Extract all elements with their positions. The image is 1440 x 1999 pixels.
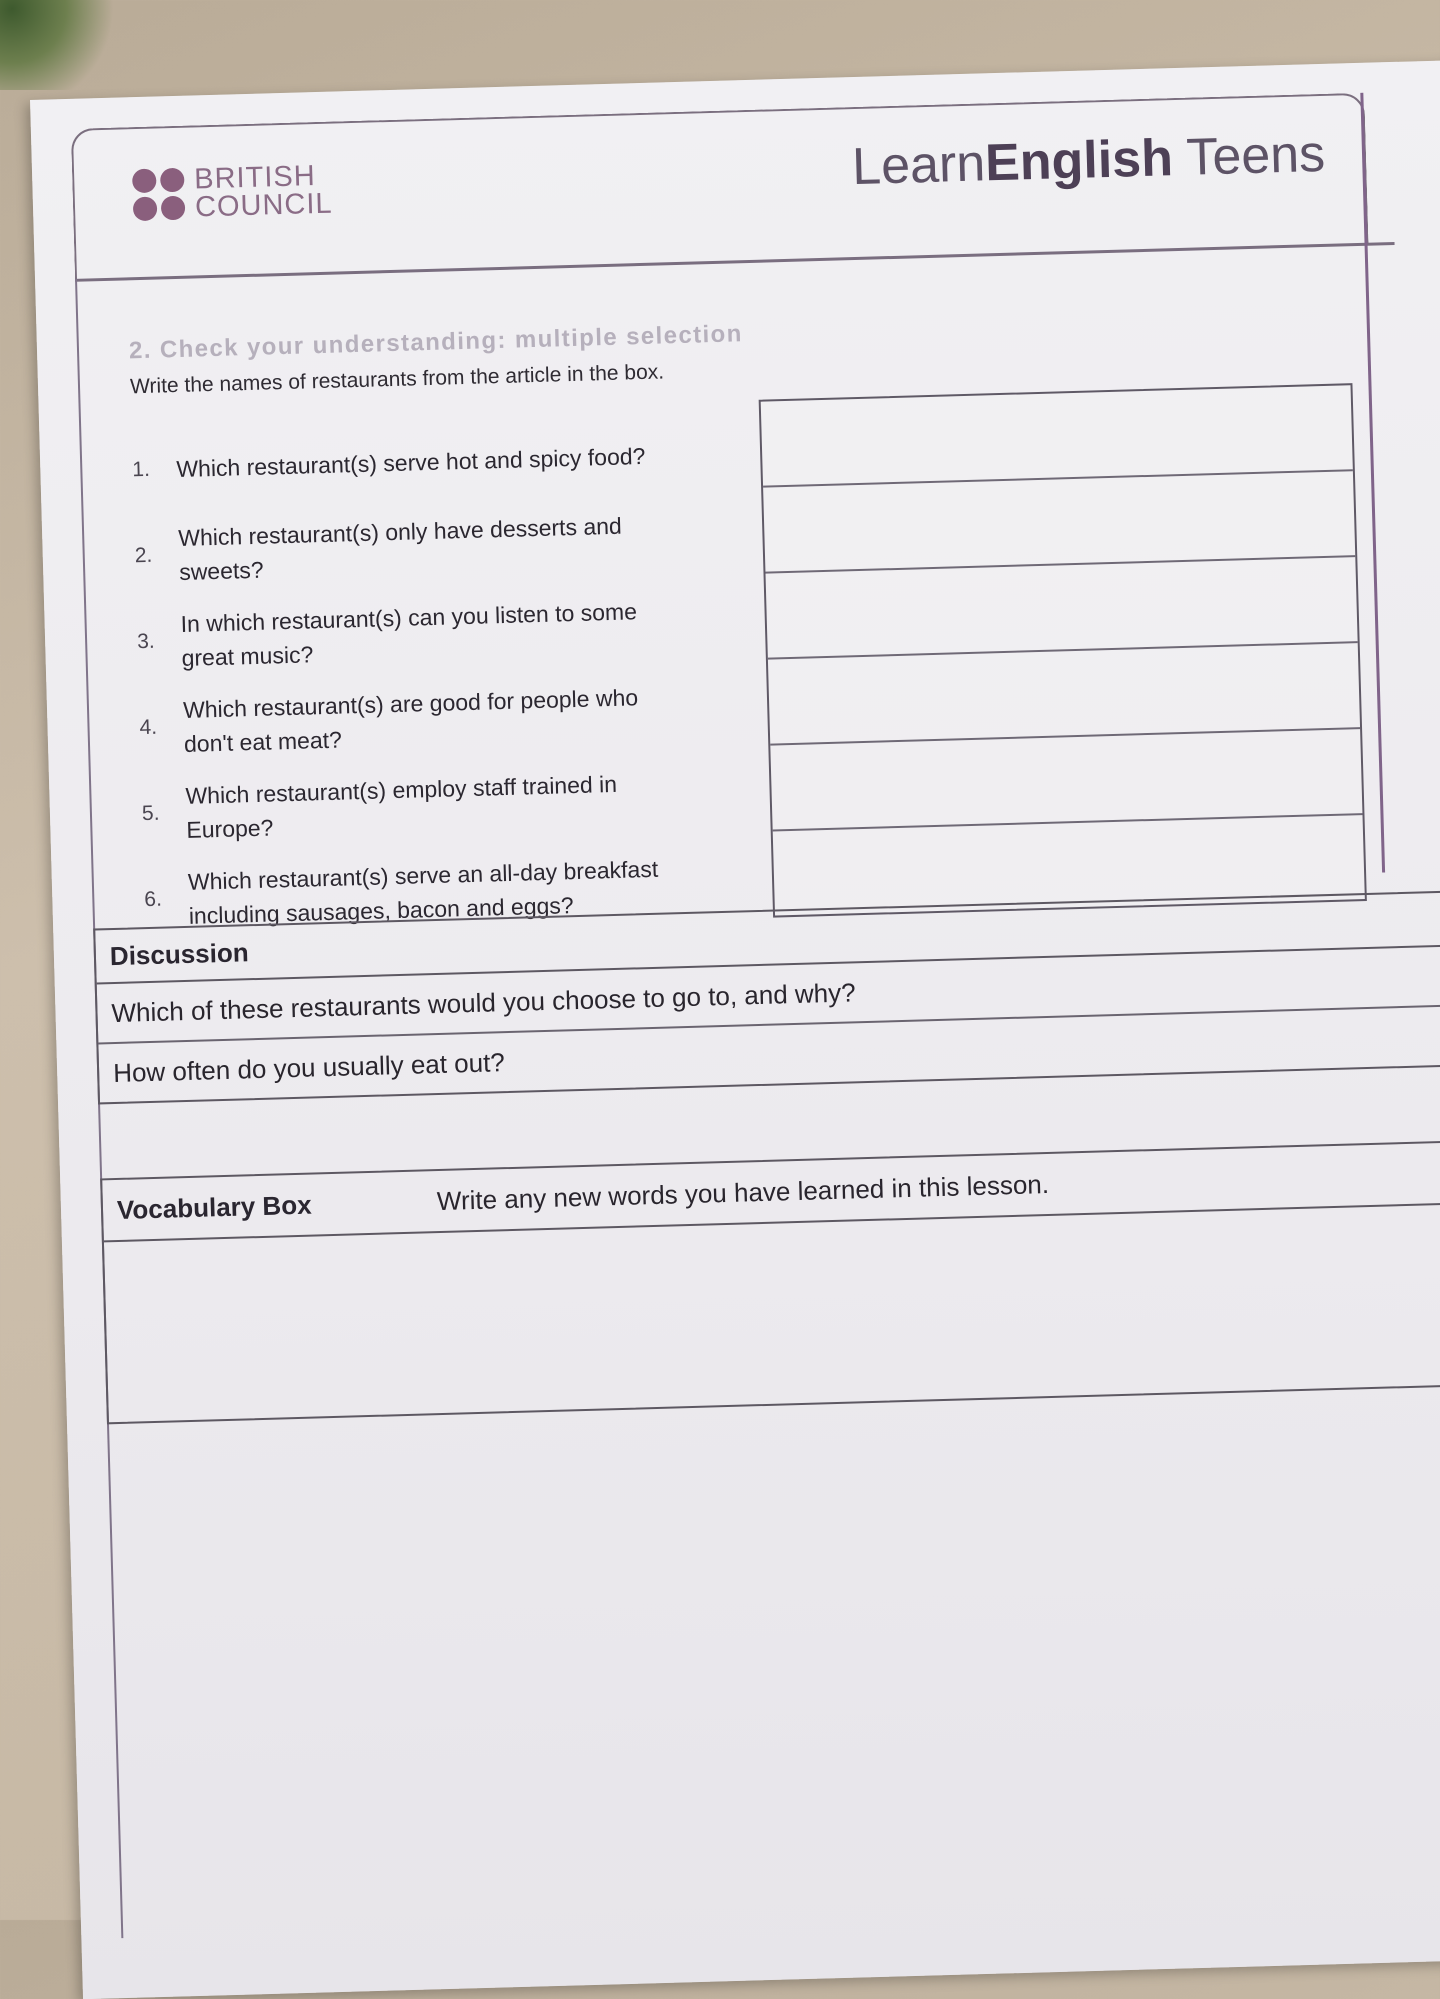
answer-field-4[interactable]	[768, 643, 1360, 745]
vocabulary-writing-area[interactable]	[104, 1204, 1440, 1422]
page-right-border	[1360, 93, 1385, 873]
question-number: 3.	[136, 629, 155, 654]
question-number: 1.	[132, 457, 151, 482]
question-text: Which restaurant(s) employ staff trained in Europe?	[185, 770, 618, 843]
question-number: 2.	[134, 543, 153, 568]
discussion-title: Discussion	[95, 892, 1440, 985]
british-council-logo	[132, 162, 333, 224]
answer-field-5[interactable]	[770, 729, 1362, 831]
question-text: Which restaurant(s) serve an all-day breakfast including sausages, bacon and eggs?	[187, 855, 659, 929]
brand-prefix: Learn	[851, 134, 986, 197]
question-number: 5.	[141, 801, 160, 826]
question-number: 6.	[144, 887, 163, 912]
logo-line-2: COUNCIL	[194, 187, 333, 224]
logo-line-1: BRITISH	[193, 160, 317, 196]
desk-background	[0, 0, 120, 90]
vocabulary-box	[100, 1140, 1440, 1425]
answer-field-3[interactable]	[766, 557, 1358, 659]
discussion-question: How often do you usually eat out?	[98, 1004, 1440, 1103]
question-item	[131, 412, 693, 514]
brand-bold: English	[984, 129, 1174, 193]
exercise-title: 2. Check your understanding: multiple selection	[128, 320, 744, 365]
question-item	[136, 584, 698, 686]
vocabulary-title: Vocabulary Box	[116, 1189, 312, 1225]
question-text: Which restaurant(s) serve hot and spicy food?	[175, 442, 646, 483]
vocabulary-hint: Write any new words you have learned in this lesson.	[436, 1168, 1050, 1216]
question-item	[134, 498, 696, 600]
brand-suffix: Teens	[1172, 124, 1326, 188]
question-text: Which restaurant(s) only have desserts and sweets?	[177, 512, 623, 586]
question-item	[138, 670, 700, 772]
page-left-border	[75, 279, 123, 1938]
question-list	[131, 412, 705, 943]
logo-text	[194, 162, 333, 222]
worksheet-page	[30, 59, 1440, 1999]
answer-box	[759, 383, 1367, 917]
discussion-question: Which of these restaurants would you choose to go to, and why?	[111, 976, 856, 1028]
question-text: Which restaurant(s) are good for people who don't eat meat?	[182, 684, 639, 757]
exercise-instruction: Write the names of restaurants from the article in the box.	[129, 360, 665, 399]
logo-dots-icon	[132, 168, 185, 221]
answer-field-2[interactable]	[763, 471, 1355, 573]
question-text: In which restaurant(s) can you listen to some great music?	[180, 598, 638, 671]
question-item	[141, 756, 703, 858]
discussion-box	[93, 890, 1440, 1105]
answer-field-1[interactable]	[761, 385, 1353, 487]
question-number: 4.	[139, 715, 158, 740]
